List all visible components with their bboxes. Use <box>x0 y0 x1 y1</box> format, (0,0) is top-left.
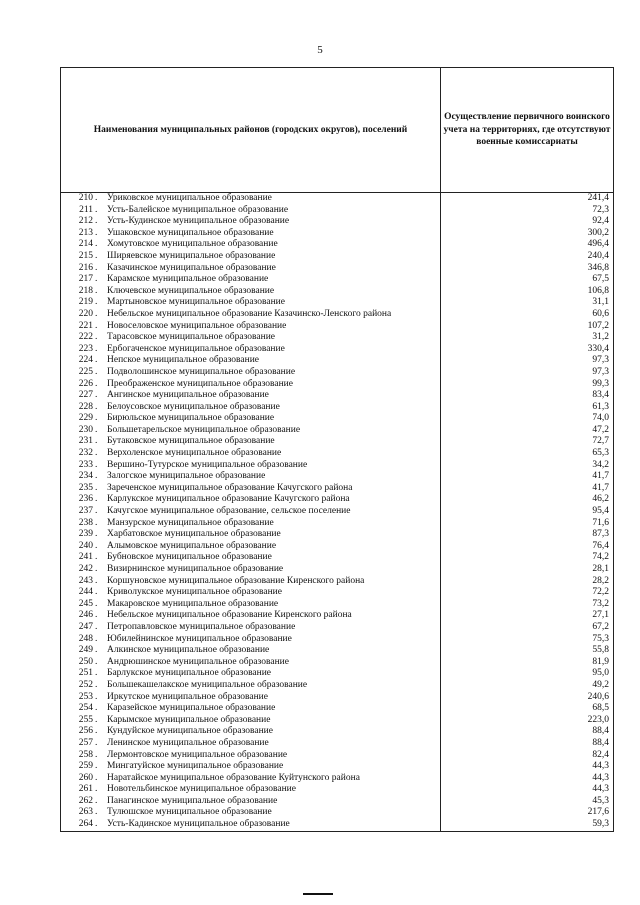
table-row <box>61 297 440 309</box>
row-number: 237 <box>78 506 93 517</box>
table-row <box>61 529 440 541</box>
row-number-dot: . <box>95 274 98 285</box>
row-number-dot: . <box>95 262 98 273</box>
row-number: 257 <box>78 737 93 748</box>
row-name: Криволукское муниципальное образование <box>107 587 282 598</box>
row-number: 213 <box>78 227 93 238</box>
row-number-dot: . <box>95 482 98 493</box>
row-value: 68,5 <box>592 703 609 714</box>
row-number-dot: . <box>95 448 98 459</box>
row-number: 259 <box>78 761 93 772</box>
row-name: Хомутовское муниципальное образование <box>107 239 278 250</box>
table-row <box>61 819 440 831</box>
table-row <box>61 541 440 553</box>
row-number: 230 <box>78 424 93 435</box>
row-value: 41,7 <box>592 482 609 493</box>
row-value: 67,2 <box>592 621 609 632</box>
row-number: 261 <box>78 784 93 795</box>
row-value: 49,2 <box>592 679 609 690</box>
row-number: 225 <box>78 366 93 377</box>
table-row <box>61 425 440 437</box>
row-name: Усть-Кудинское муниципальное образование <box>107 216 290 227</box>
row-name: Алымовское муниципальное образование <box>107 540 277 551</box>
row-number-dot: . <box>95 587 98 598</box>
row-number-dot: . <box>95 819 98 830</box>
row-number: 231 <box>78 436 93 447</box>
row-name: Качугское муниципальное образование, сельское поселение <box>107 506 351 517</box>
row-name: Иркутское муниципальное образование <box>107 691 268 702</box>
table-row <box>61 622 440 634</box>
row-number-dot: . <box>95 204 98 215</box>
row-number-dot: . <box>95 285 98 296</box>
row-value: 330,4 <box>587 343 609 354</box>
table-row <box>61 576 440 588</box>
row-number-dot: . <box>95 668 98 679</box>
row-value: 300,2 <box>587 227 609 238</box>
row-name: Подволошинское муниципальное образование <box>107 366 296 377</box>
table-row <box>61 738 440 750</box>
row-value: 88,4 <box>592 726 609 737</box>
row-number-dot: . <box>95 227 98 238</box>
row-value: 97,3 <box>592 355 609 366</box>
row-number-dot: . <box>95 494 98 505</box>
row-number-dot: . <box>95 761 98 772</box>
row-name: Алкинское муниципальное образование <box>107 645 270 656</box>
table-row <box>61 413 440 425</box>
row-number-dot: . <box>95 436 98 447</box>
table-row <box>61 205 440 217</box>
row-value: 65,3 <box>592 448 609 459</box>
row-name: Большетарельское муниципальное образование <box>107 424 301 435</box>
row-name: Ширяевское муниципальное образование <box>107 250 276 261</box>
row-name: Небельское муниципальное образование Казачинско-Ленского района <box>107 308 392 319</box>
row-value: 95,4 <box>592 506 609 517</box>
table-row <box>61 436 440 448</box>
row-number-dot: . <box>95 239 98 250</box>
row-number-dot: . <box>95 598 98 609</box>
row-number: 244 <box>78 587 93 598</box>
row-number-dot: . <box>95 795 98 806</box>
row-name: Панагинское муниципальное образование <box>107 795 278 806</box>
row-number-dot: . <box>95 193 98 203</box>
header-value-column: Осуществление первичного воинского учета на территориях, где отсутствуют военные комиссариаты <box>441 68 614 193</box>
row-number: 216 <box>78 262 93 273</box>
row-number: 227 <box>78 390 93 401</box>
table-row <box>61 599 440 611</box>
row-number-dot: . <box>95 703 98 714</box>
table-row <box>61 506 440 518</box>
table-row <box>61 773 440 785</box>
row-number: 264 <box>78 819 93 830</box>
row-value: 92,4 <box>592 216 609 227</box>
table-row <box>61 807 440 819</box>
row-name: Большекашелакское муниципальное образование <box>107 679 308 690</box>
row-name: Визирнинское муниципальное образование <box>107 564 284 574</box>
row-name: Юбилейнинское муниципальное образование <box>107 633 292 644</box>
row-number: 220 <box>78 308 93 319</box>
row-number: 215 <box>78 250 93 261</box>
table-row <box>61 239 440 251</box>
row-number: 232 <box>78 448 93 459</box>
row-number-dot: . <box>95 413 98 424</box>
row-value: 44,3 <box>592 784 609 795</box>
row-name: Ушаковское муниципальное образование <box>107 227 274 238</box>
bottom-mark <box>303 893 333 895</box>
row-number-dot: . <box>95 726 98 737</box>
row-value: 72,3 <box>592 204 609 215</box>
row-value: 45,3 <box>592 795 609 806</box>
row-name: Мингатуйское муниципальное образование <box>107 761 284 772</box>
page-number: 5 <box>317 44 323 56</box>
row-number: 249 <box>78 645 93 656</box>
row-number-dot: . <box>95 610 98 621</box>
row-value: 27,1 <box>592 610 609 621</box>
row-number: 214 <box>78 239 93 250</box>
row-number: 222 <box>78 332 93 343</box>
table-row <box>61 692 440 704</box>
row-number: 229 <box>78 413 93 424</box>
row-number: 242 <box>78 564 93 574</box>
names-cell <box>61 193 441 832</box>
row-value: 71,6 <box>592 517 609 528</box>
row-number-dot: . <box>95 564 98 574</box>
row-number-dot: . <box>95 540 98 551</box>
table-row <box>61 216 440 228</box>
row-value: 74,2 <box>592 552 609 563</box>
table-row <box>61 379 440 391</box>
row-number-dot: . <box>95 656 98 667</box>
table-row <box>61 355 440 367</box>
row-number-dot: . <box>95 749 98 760</box>
values-cell <box>441 193 614 832</box>
row-name: Манзурское муниципальное образование <box>107 517 274 528</box>
table-row <box>61 552 440 564</box>
row-number-dot: . <box>95 506 98 517</box>
row-value: 496,4 <box>587 239 609 250</box>
row-number: 260 <box>78 772 93 783</box>
table-row <box>61 332 440 344</box>
row-value: 31,1 <box>592 297 609 308</box>
row-name: Бубновское муниципальное образование <box>107 552 272 563</box>
table-row <box>61 460 440 472</box>
table-row <box>61 761 440 773</box>
row-name: Коршуновское муниципальное образование Киренского района <box>107 575 365 586</box>
table-row <box>61 344 440 356</box>
row-number: 251 <box>78 668 93 679</box>
row-number-dot: . <box>95 471 98 482</box>
row-name: Ангинское муниципальное образование <box>107 390 269 401</box>
row-number-dot: . <box>95 714 98 725</box>
row-value: 46,2 <box>592 494 609 505</box>
row-value: 73,2 <box>592 598 609 609</box>
row-name: Усть-Кадинское муниципальное образование <box>107 819 290 830</box>
table-row <box>61 657 440 669</box>
table-row <box>61 402 440 414</box>
row-number: 211 <box>79 204 93 215</box>
row-name: Тулюшское муниципальное образование <box>107 807 272 818</box>
row-value: 72,7 <box>592 436 609 447</box>
row-value: 88,4 <box>592 737 609 748</box>
row-name: Новотельбинское муниципальное образование <box>107 784 296 795</box>
table-row <box>61 274 440 286</box>
row-name: Карамское муниципальное образование <box>107 274 269 285</box>
row-number-dot: . <box>95 737 98 748</box>
row-value: 106,8 <box>587 285 609 296</box>
row-name: Лермонтовское муниципальное образование <box>107 749 288 760</box>
row-number: 248 <box>78 633 93 644</box>
row-value: 74,0 <box>592 413 609 424</box>
row-name: Ербогаченское муниципальное образование <box>107 343 285 354</box>
row-value: 241,4 <box>587 193 609 203</box>
row-number: 252 <box>78 679 93 690</box>
row-name: Верхоленское муниципальное образование <box>107 448 282 459</box>
row-name: Уриковское муниципальное образование <box>107 193 272 203</box>
row-value: 99,3 <box>592 378 609 389</box>
table-row <box>61 263 440 275</box>
row-number: 234 <box>78 471 93 482</box>
row-value: 81,9 <box>592 656 609 667</box>
row-name: Усть-Балейское муниципальное образование <box>107 204 289 215</box>
row-name: Барлукское муниципальное образование <box>107 668 272 679</box>
table-row <box>61 726 440 738</box>
row-name: Зареченское муниципальное образование Качугского района <box>107 482 353 493</box>
row-number-dot: . <box>95 679 98 690</box>
table-row <box>61 587 440 599</box>
row-value: 240,6 <box>587 691 609 702</box>
row-value: 59,3 <box>592 819 609 830</box>
row-number: 240 <box>78 540 93 551</box>
row-number-dot: . <box>95 517 98 528</box>
table-row <box>61 309 440 321</box>
row-number-dot: . <box>95 691 98 702</box>
allocation-table <box>60 67 614 832</box>
row-value: 61,3 <box>592 401 609 412</box>
row-value: 44,3 <box>592 772 609 783</box>
table-row <box>61 610 440 622</box>
table-row <box>61 494 440 506</box>
row-name: Залогское муниципальное образование <box>107 471 266 482</box>
row-value: 41,7 <box>592 471 609 482</box>
row-number-dot: . <box>95 343 98 354</box>
row-name: Бирюльское муниципальное образование <box>107 413 275 424</box>
row-number-dot: . <box>95 552 98 563</box>
row-number: 219 <box>78 297 93 308</box>
row-number: 254 <box>78 703 93 714</box>
row-name: Андрюшинское муниципальное образование <box>107 656 289 667</box>
table-row <box>61 634 440 646</box>
row-name: Белоусовское муниципальное образование <box>107 401 280 412</box>
row-name: Мартыновское муниципальное образование <box>107 297 285 308</box>
row-number: 233 <box>78 459 93 470</box>
row-number-dot: . <box>95 216 98 227</box>
table-row <box>61 286 440 298</box>
row-name: Преображенское муниципальное образование <box>107 378 293 389</box>
row-name: Харбатовское муниципальное образование <box>107 529 281 540</box>
row-name: Каразейское муниципальное образование <box>107 703 276 714</box>
row-number-dot: . <box>95 401 98 412</box>
row-value: 83,4 <box>592 390 609 401</box>
row-value: 95,0 <box>592 668 609 679</box>
row-number-dot: . <box>95 807 98 818</box>
row-name: Наратайское муниципальное образование Куйтунского района <box>107 772 360 783</box>
row-value: 44,3 <box>592 761 609 772</box>
row-number-dot: . <box>95 308 98 319</box>
row-number-dot: . <box>95 297 98 308</box>
row-number-dot: . <box>95 784 98 795</box>
row-number: 245 <box>78 598 93 609</box>
row-value: 72,2 <box>592 587 609 598</box>
row-value: 217,6 <box>587 807 609 818</box>
row-value: 97,3 <box>592 366 609 377</box>
table-row <box>61 715 440 727</box>
row-name: Макаровское муниципальное образование <box>107 598 279 609</box>
row-number: 217 <box>78 274 93 285</box>
table-row <box>61 193 440 205</box>
table-row <box>61 390 440 402</box>
row-number: 243 <box>78 575 93 586</box>
row-value: 28,2 <box>592 575 609 586</box>
table-row <box>61 228 440 240</box>
row-number: 226 <box>78 378 93 389</box>
row-number: 210 <box>78 193 93 203</box>
row-number-dot: . <box>95 633 98 644</box>
row-name: Карлукское муниципальное образование Качугского района <box>107 494 350 505</box>
row-number-dot: . <box>95 645 98 656</box>
row-number: 238 <box>78 517 93 528</box>
row-number: 247 <box>78 621 93 632</box>
row-name: Тарасовское муниципальное образование <box>107 332 276 343</box>
row-number: 236 <box>78 494 93 505</box>
row-number: 223 <box>78 343 93 354</box>
table-body-row <box>61 193 614 832</box>
table-row <box>61 703 440 715</box>
row-name: Кундуйское муниципальное образование <box>107 726 273 737</box>
table-row <box>61 784 440 796</box>
row-value: 67,5 <box>592 274 609 285</box>
row-number-dot: . <box>95 332 98 343</box>
table-row <box>61 564 440 576</box>
row-number: 239 <box>78 529 93 540</box>
table-row <box>61 796 440 808</box>
row-name: Непское муниципальное образование <box>107 355 260 366</box>
row-name: Небельское муниципальное образование Киренского района <box>107 610 352 621</box>
row-number-dot: . <box>95 366 98 377</box>
row-number-dot: . <box>95 529 98 540</box>
row-number-dot: . <box>95 575 98 586</box>
row-value: 223,0 <box>587 714 609 725</box>
table-row <box>61 680 440 692</box>
row-value: 55,8 <box>592 645 609 656</box>
row-name: Новоселовское муниципальное образование <box>107 320 287 331</box>
row-value: 107,2 <box>587 320 609 331</box>
row-value: 28,1 <box>592 564 609 574</box>
table-row <box>61 750 440 762</box>
row-value: 60,6 <box>592 308 609 319</box>
row-number: 246 <box>78 610 93 621</box>
table-row <box>61 518 440 530</box>
header-name-column: Наименования муниципальных районов (городских округов), поселений <box>61 68 441 193</box>
row-value: 240,4 <box>587 250 609 261</box>
row-number: 253 <box>78 691 93 702</box>
row-name: Петропавловское муниципальное образование <box>107 621 296 632</box>
table-row <box>61 367 440 379</box>
row-number: 224 <box>78 355 93 366</box>
row-name: Вершино-Тутурское муниципальное образование <box>107 459 308 470</box>
table-row <box>61 321 440 333</box>
row-value: 47,2 <box>592 424 609 435</box>
row-number: 262 <box>78 795 93 806</box>
row-number: 263 <box>78 807 93 818</box>
table-row <box>61 668 440 680</box>
row-value: 346,8 <box>587 262 609 273</box>
table-row <box>61 448 440 460</box>
table-row <box>61 251 440 263</box>
row-number-dot: . <box>95 378 98 389</box>
row-value: 75,3 <box>592 633 609 644</box>
row-number: 258 <box>78 749 93 760</box>
row-number-dot: . <box>95 320 98 331</box>
row-name: Карымское муниципальное образование <box>107 714 271 725</box>
row-number: 218 <box>78 285 93 296</box>
row-number-dot: . <box>95 772 98 783</box>
row-number-dot: . <box>95 459 98 470</box>
row-value: 82,4 <box>592 749 609 760</box>
row-number: 212 <box>78 216 93 227</box>
row-number: 228 <box>78 401 93 412</box>
row-number-dot: . <box>95 424 98 435</box>
row-value: 31,2 <box>592 332 609 343</box>
table-row <box>61 645 440 657</box>
row-number-dot: . <box>95 355 98 366</box>
row-number: 241 <box>78 552 93 563</box>
row-name: Казачинское муниципальное образование <box>107 262 276 273</box>
row-name: Ключевское муниципальное образование <box>107 285 275 296</box>
row-number: 255 <box>78 714 93 725</box>
row-number: 221 <box>78 320 93 331</box>
table-row <box>61 483 440 495</box>
row-name: Ленинское муниципальное образование <box>107 737 269 748</box>
row-value: 76,4 <box>592 540 609 551</box>
table-header-row <box>61 68 614 193</box>
row-number-dot: . <box>95 250 98 261</box>
row-value: 34,2 <box>592 459 609 470</box>
row-number: 256 <box>78 726 93 737</box>
table-row <box>61 471 440 483</box>
row-number-dot: . <box>95 390 98 401</box>
row-number-dot: . <box>95 621 98 632</box>
row-name: Бутаковское муниципальное образование <box>107 436 275 447</box>
row-number: 250 <box>78 656 93 667</box>
row-value: 87,3 <box>592 529 609 540</box>
row-number: 235 <box>78 482 93 493</box>
